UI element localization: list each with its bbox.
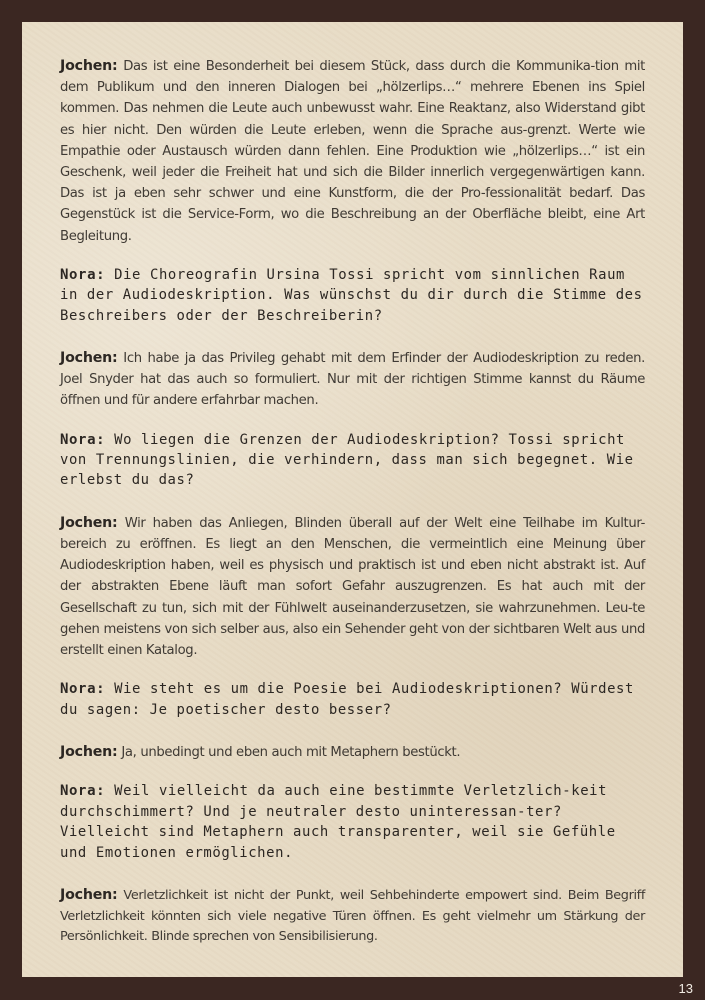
page-number: 13 bbox=[678, 981, 693, 996]
paragraph-nora-4 bbox=[60, 781, 645, 863]
paragraph-jochen-1 bbox=[60, 56, 645, 247]
speaker-label: Jochen: bbox=[60, 514, 118, 531]
speaker-label: Nora: bbox=[60, 783, 106, 800]
paragraph-text: Verletzlichkeit ist nicht der Punkt, weil Sehbehinderte empowert sind. Beim Begriff Verletzlichkeit könnten sich viele negative Türen öffnen. Es geht vielmehr um Stärkung der Persönlichkeit. Blinde sprechen von Sensibilisierung. bbox=[60, 887, 645, 945]
paragraph-text: Wir haben das Anliegen, Blinden überall auf der Welt eine Teilhabe im Kultur-bereich zu eröffnen. Es liegt an den Menschen, die vermeintlich eine Meinung über Audiodeskription haben, weil es physisch und praktisch ist und eben nicht abstrakt ist. Auf der abstrakten Ebene läuft man sofort Gefahr auszugrenzen. Es hat auch mit der Gesellschaft zu tun, sich mit der Fühlwelt auseinanderzusetzen, sie wahrzunehmen. Leu-te gehen meistens von sich selber aus, also ein Sehender geht von der sichtbaren Welt aus und erstellt einen Katalog. bbox=[60, 515, 646, 659]
paragraph-text: Ich habe ja das Privileg gehabt mit dem Erfinder der Audiodeskription zu reden. Joel Snyder hat das auch so formuliert. Nur mit der richtigen Stimme kannst du Räume öffnen und für andere erfahrbar machen. bbox=[60, 351, 645, 409]
paragraph-jochen-2 bbox=[60, 348, 645, 412]
paragraph-nora-1 bbox=[60, 265, 645, 326]
speaker-label: Jochen: bbox=[60, 744, 118, 761]
paragraph-text: Ja, unbedingt und eben auch mit Metaphern bestückt. bbox=[121, 745, 461, 761]
paragraph-nora-3 bbox=[60, 679, 645, 720]
paragraph-jochen-3 bbox=[60, 513, 645, 661]
speaker-label: Nora: bbox=[60, 266, 106, 283]
speaker-label: Jochen: bbox=[60, 350, 118, 367]
paragraph-text: Weil vielleicht da auch eine bestimmte Verletzlich-keit durchschimmert? Und je neutraler desto uninteressan-ter? Vielleicht sind Metaphern auch transparenter, weil sie Gefühle und Emotionen ermöglichen. bbox=[60, 783, 616, 861]
speaker-label: Jochen: bbox=[60, 58, 118, 74]
document-page bbox=[22, 22, 683, 977]
speaker-label: Nora: bbox=[60, 681, 106, 698]
speaker-label: Nora: bbox=[60, 431, 106, 448]
paragraph-nora-2 bbox=[60, 430, 645, 491]
speaker-label: Jochen: bbox=[60, 886, 118, 903]
paragraph-text: Die Choreografin Ursina Tossi spricht vom sinnlichen Raum in der Audiodeskription. Was wünschst du dir durch die Stimme des Beschreibers oder der Beschreiberin? bbox=[60, 266, 643, 324]
paragraph-text: Wie steht es um die Poesie bei Audiodeskriptionen? Würdest du sagen: Je poetischer desto besser? bbox=[60, 681, 634, 718]
paragraph-text: Das ist eine Besonderheit bei diesem Stück, dass durch die Kommunika-tion mit dem Publikum und den inneren Dialogen bei „hölzerlips…“ mehrere Ebenen ins Spiel kommen. Das nehmen die Leute auch unbewusst wahr. Eine Reaktanz, also Widerstand gibt es hier nicht. Den würden die Leute erleben, wenn die Sprache aus-grenzt. Werte wie Empathie oder Austausch würden dann fehlen. Eine Produktion wie „hölzerlips…“ ist ein Geschenk, weil jeder die Freiheit hat und sich die Bilder innerlich vergegenwärtigen kann. Das ist ja eben sehr schwer und eine Kunstform, die der Pro-fessionalität bedarf. Das Gegenstück ist die Service-Form, wo die Beschreibung an der Oberfläche bleibt, eine Art Begleitung. bbox=[60, 59, 645, 244]
paragraph-jochen-4 bbox=[60, 742, 645, 763]
paragraph-jochen-5 bbox=[60, 885, 645, 948]
paragraph-text: Wo liegen die Grenzen der Audiodeskription? Tossi spricht von Trennungslinien, die verhindern, dass man sich begegnet. Wie erlebst du das? bbox=[60, 431, 634, 489]
